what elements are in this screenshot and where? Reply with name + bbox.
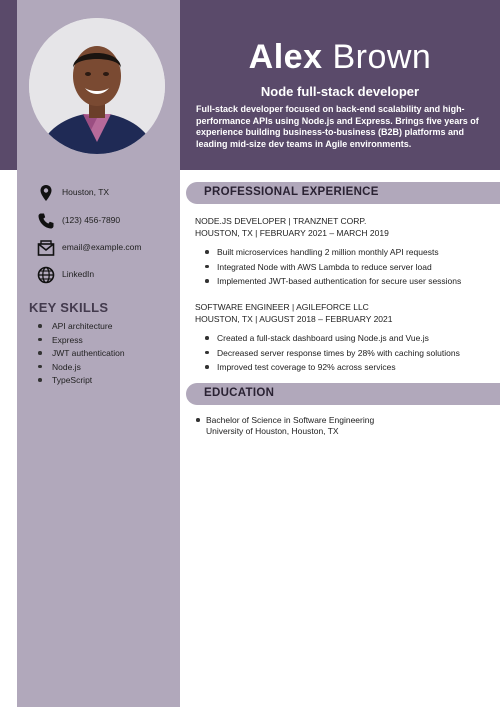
globe-icon xyxy=(37,266,55,284)
phone-text: (123) 456-7890 xyxy=(62,215,121,225)
job-bullet: Improved test coverage to 92% across services xyxy=(205,362,460,377)
linkedin-link[interactable]: LinkedIn xyxy=(62,269,95,279)
job-2-bullets xyxy=(205,333,460,377)
skills-heading: KEY SKILLS xyxy=(29,300,109,315)
education-heading: EDUCATION xyxy=(204,387,275,399)
candidate-name xyxy=(180,38,500,77)
skill-item: API architecture xyxy=(38,321,125,335)
job-1-title: NODE.JS DEVELOPER | TRANZNET CORP. xyxy=(195,216,367,226)
job-1-location-dates: HOUSTON, TX | FEBRUARY 2021 – MARCH 2019 xyxy=(195,228,389,238)
job-2-location-dates: HOUSTON, TX | AUGUST 2018 – FEBRUARY 2021 xyxy=(195,314,393,324)
degree-text: Bachelor of Science in Software Engineering xyxy=(206,415,375,425)
school-text: University of Houston, Houston, TX xyxy=(206,426,339,436)
email-text: email@example.com xyxy=(62,242,142,252)
location-text: Houston, TX xyxy=(62,187,110,197)
job-title: Node full-stack developer xyxy=(260,84,420,99)
profile-photo xyxy=(29,18,165,154)
experience-heading: PROFESSIONAL EXPERIENCE xyxy=(204,186,379,198)
experience-section-bar xyxy=(186,182,500,204)
bullet-dot xyxy=(196,418,200,422)
first-name: Alex xyxy=(248,38,323,76)
map-pin-icon xyxy=(37,184,55,202)
job-1-bullets xyxy=(205,247,461,291)
job-bullet: Decreased server response times by 28% with caching solutions xyxy=(205,348,460,363)
person-portrait-icon xyxy=(29,18,165,154)
job-bullet: Implemented JWT-based authentication for secure user sessions xyxy=(205,276,461,291)
contact-email xyxy=(37,239,177,259)
job-bullet: Integrated Node with AWS Lambda to reduce server load xyxy=(205,262,461,277)
contact-phone xyxy=(37,212,177,232)
education-section-bar xyxy=(186,383,500,405)
last-name: Brown xyxy=(332,38,432,76)
skill-item: Express xyxy=(38,335,125,349)
skills-list xyxy=(38,321,125,389)
contact-location xyxy=(37,184,177,204)
skill-item: TypeScript xyxy=(38,375,125,389)
job-bullet: Built microservices handling 2 million monthly API requests xyxy=(205,247,461,262)
contact-linkedin xyxy=(37,266,177,286)
envelope-icon xyxy=(37,239,55,257)
job-bullet: Created a full-stack dashboard using Node.js and Vue.js xyxy=(205,333,460,348)
phone-icon xyxy=(37,212,55,230)
skill-item: JWT authentication xyxy=(38,348,125,362)
summary-text: Full-stack developer focused on back-end scalability and high-performance APIs using Node.js and Express. Brings five years of experience building business-to-business (B2B) platforms and leading mid-size dev teams in Agile environments. xyxy=(196,104,479,149)
skill-item: Node.js xyxy=(38,362,125,376)
job-2-title: SOFTWARE ENGINEER | AGILEFORCE LLC xyxy=(195,302,369,312)
